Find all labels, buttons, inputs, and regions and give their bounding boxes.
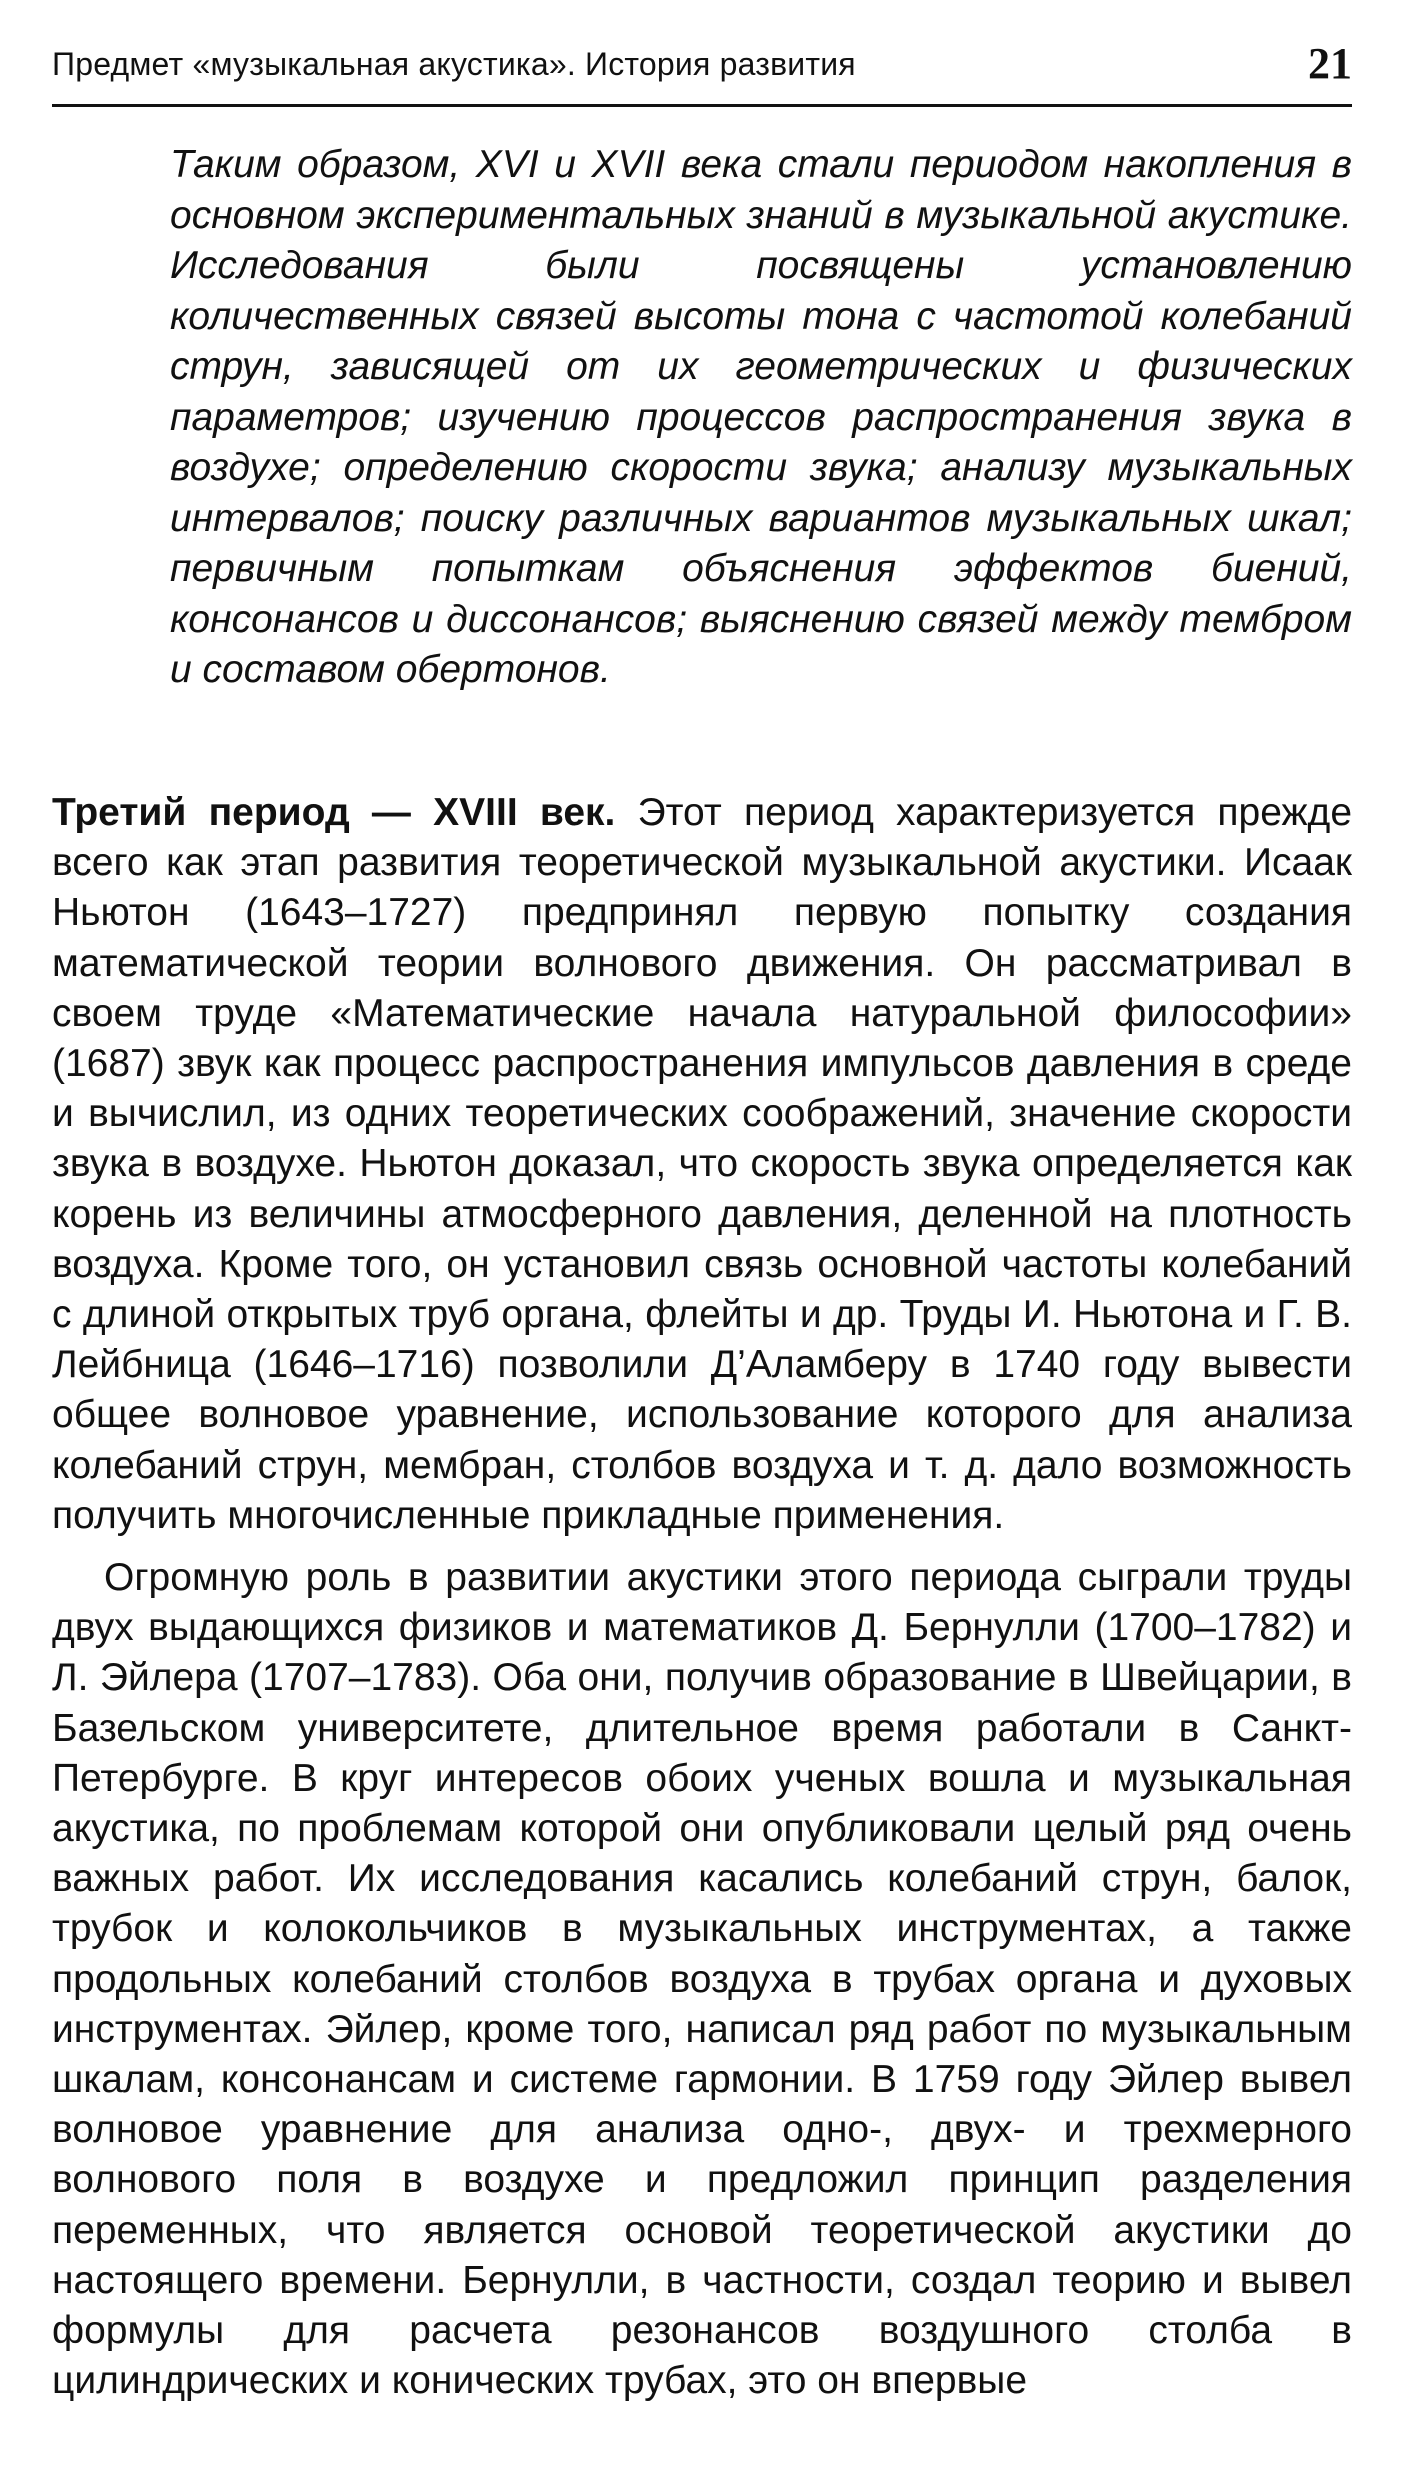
main-text xyxy=(52,788,1352,2407)
paragraph-bernoulli-euler: Огромную роль в развитии акустики этого периода сыграли труды двух выдающихся физиков и математиков Д. Бернулли (1700–1782) и Л. Эйлера (1707–1783). Оба они, получив образование в Швейцарии, в Базельском университете, длительное время работали в Санкт-Петербурге. В круг интересов обоих ученых вошла и музыкальная акустика, по проблемам которой они опубликовали целый ряд очень важных работ. Их исследования касались колебаний струн, балок, трубок и колокольчиков в музыкальных инструментах, а также продольных колебаний столбов воздуха в трубах органа и духовых инструментах. Эйлер, кроме того, написал ряд работ по музыкальным шкалам, консонансам и системе гармонии. В 1759 году Эйлер вывел волновое уравнение для анализа одно-, двух- и трехмерного волнового поля в воздухе и предложил принцип разделения переменных, что является основой теоретической акустики до настоящего времени. Бернулли, в частности, создал теорию и вывел формулы для расчета резонансов воздушного столба в цилиндрических и конических трубах, это он впервые xyxy=(52,1556,1352,2403)
paragraph-third-period xyxy=(52,788,1352,1541)
header-divider xyxy=(52,104,1352,107)
page-number: 21 xyxy=(1308,39,1352,88)
section-heading: Третий период — XVIII век. xyxy=(52,791,616,834)
running-title: Предмет «музыкальная акустика». История развития xyxy=(52,46,856,82)
paragraph-1-text: Этот период характеризуется прежде всего как этап развития теоретической музыкальной акустики. Исаак Ньютон (1643–1727) предпринял первую попытку создания математической теории волнового движения. Он рассматривал в своем труде «Математические начала натуральной философии» (1687) звук как процесс распространения импульсов давления в среде и вычислил, из одних теоретических соображений, значение скорости звука в воздухе. Ньютон доказал, что скорость звука определяется как корень из величины атмосферного давления, деленной на плотность воздуха. Кроме того, он установил связь основной частоты колебаний с длиной открытых труб органа, флейты и др. Труды И. Ньютона и Г. В. Лейбница (1646–1716) позволили Д’Аламберу в 1740 году вывести общее волновое уравнение, использование которого для анализа колебаний струн, мембран, столбов воздуха и т. д. дало возможность получить многочисленные прикладные применения. xyxy=(52,791,1353,1537)
italic-summary-paragraph: Таким образом, XVI и XVII века стали периодом накопления в основном экспериментальных знаний в музыкальной акустике. Исследования были посвящены установлению количественных связей высоты тона с частотой колебаний струн, зависящей от их геометрических и физических параметров; изучению процессов распространения звука в воздухе; определению скорости звука; анализу музыкальных интервалов; поиску различных вариантов музыкальных шкал; первичным попыткам объяснения эффектов биений, консонансов и диссонансов; выяснению связей между тембром и составом обертонов. xyxy=(170,143,1352,691)
running-head xyxy=(52,36,1352,100)
